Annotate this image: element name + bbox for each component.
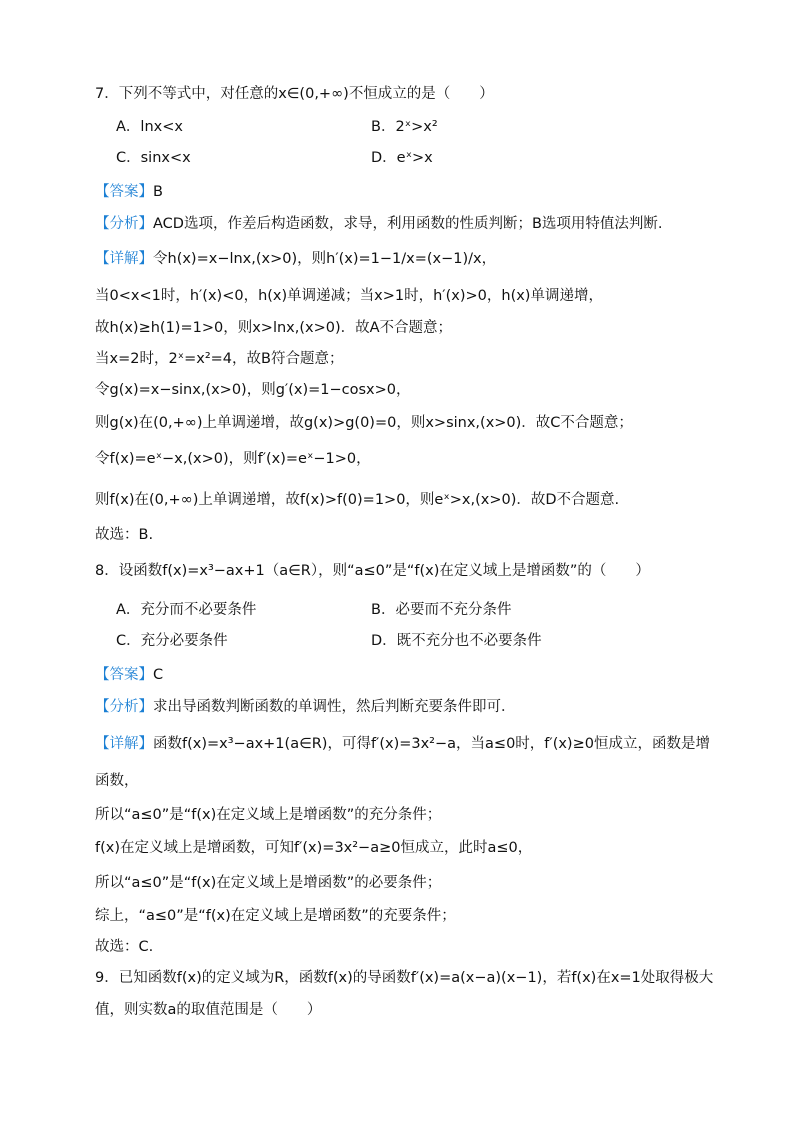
q8-analysis-line	[95, 697, 516, 717]
q8-answer: C	[153, 667, 164, 683]
q8-option-b: B．必要而不充分条件	[371, 602, 512, 618]
q7-detail-line-2: 当0<x<1时，h′(x)<0，h(x)单调递减；当x>1时，h′(x)>0，h(x)单调递增，	[95, 288, 603, 304]
analysis-tag: 【分析】	[95, 216, 153, 232]
q7-detail-line-8: 则f(x)在(0,+∞)上单调递增，故f(x)>f(0)=1>0，则eˣ>x,(x>0)．故D不合题意.	[95, 492, 620, 508]
q7-detail-line-5: 令g(x)=x−sinx,(x>0)，则g′(x)=1−cosx>0，	[95, 382, 411, 398]
q8-analysis: 求出导函数判断函数的单调性，然后判断充要条件即可．	[153, 699, 516, 715]
q8-conclusion: 故选：C.	[95, 939, 154, 955]
q8-detail-line-2: 函数，	[95, 773, 139, 789]
q7-detail-line-4: 当x=2时，2ˣ=x²=4，故B符合题意；	[95, 351, 344, 367]
q7-stem: 7．下列不等式中，对任意的x∈(0,+∞)不恒成立的是（ ）	[95, 86, 494, 102]
q7-detail-line-7: 令f(x)=eˣ−x,(x>0)，则f′(x)=eˣ−1>0，	[95, 451, 371, 467]
q7-option-d: D．eˣ>x	[371, 150, 433, 166]
q8-detail-line-3: 所以“a≤0”是“f(x)在定义域上是增函数”的充分条件；	[95, 807, 442, 823]
q7-analysis: ACD选项，作差后构造函数，求导，利用函数的性质判断；B选项用特值法判断.	[153, 216, 663, 232]
q8-stem: 8．设函数f(x)=x³−ax+1（a∈R），则“a≤0”是“f(x)在定义域上是增函数”的（ ）	[95, 563, 650, 579]
q7-answer: B	[153, 184, 163, 200]
q8-detail-line-4: f(x)在定义域上是增函数，可知f′(x)=3x²−a≥0恒成立，此时a≤0，	[95, 840, 533, 856]
q7-detail-line-3: 故h(x)≥h(1)=1>0，则x>lnx,(x>0)．故A不合题意；	[95, 320, 453, 336]
q7-option-a: A．lnx<x	[116, 119, 183, 135]
q8-option-c: C．充分必要条件	[116, 633, 228, 649]
q8-detail-line-1: 【详解】函数f(x)=x³−ax+1(a∈R)，可得f′(x)=3x²−a，当a≤0时，f′(x)≥0恒成立，函数是增	[95, 736, 710, 752]
detail-tag: 【详解】	[95, 736, 153, 752]
answer-tag: 【答案】	[95, 184, 153, 200]
q8-detail-line-5: 所以“a≤0”是“f(x)在定义域上是增函数”的必要条件；	[95, 875, 442, 891]
detail-tag: 【详解】	[95, 251, 153, 267]
q8-option-a: A．充分而不必要条件	[116, 602, 257, 618]
q8-answer-line	[95, 665, 163, 685]
q7-option-c: C．sinx<x	[116, 150, 191, 166]
answer-tag: 【答案】	[95, 667, 153, 683]
q7-option-b: B．2ˣ>x²	[371, 119, 438, 135]
q9-stem-line-2: 值，则实数a的取值范围是（ ）	[95, 1002, 322, 1018]
q7-analysis-line	[95, 214, 663, 234]
q7-detail-line-1: 【详解】令h(x)=x−lnx,(x>0)，则h′(x)=1−1/x=(x−1)/x，	[95, 251, 497, 267]
q7-detail-line-6: 则g(x)在(0,+∞)上单调递增，故g(x)>g(0)=0，则x>sinx,(x>0)．故C不合题意；	[95, 415, 633, 431]
q8-option-d: D．既不充分也不必要条件	[371, 633, 542, 649]
q9-stem-line-1: 9．已知函数f(x)的定义域为R，函数f(x)的导函数f′(x)=a(x−a)(x−1)，若f(x)在x=1处取得极大	[95, 970, 714, 986]
q7-answer-line	[95, 182, 163, 202]
q8-detail-line-6: 综上，“a≤0”是“f(x)在定义域上是增函数”的充要条件；	[95, 908, 456, 924]
analysis-tag: 【分析】	[95, 699, 153, 715]
q7-conclusion: 故选：B.	[95, 527, 154, 543]
